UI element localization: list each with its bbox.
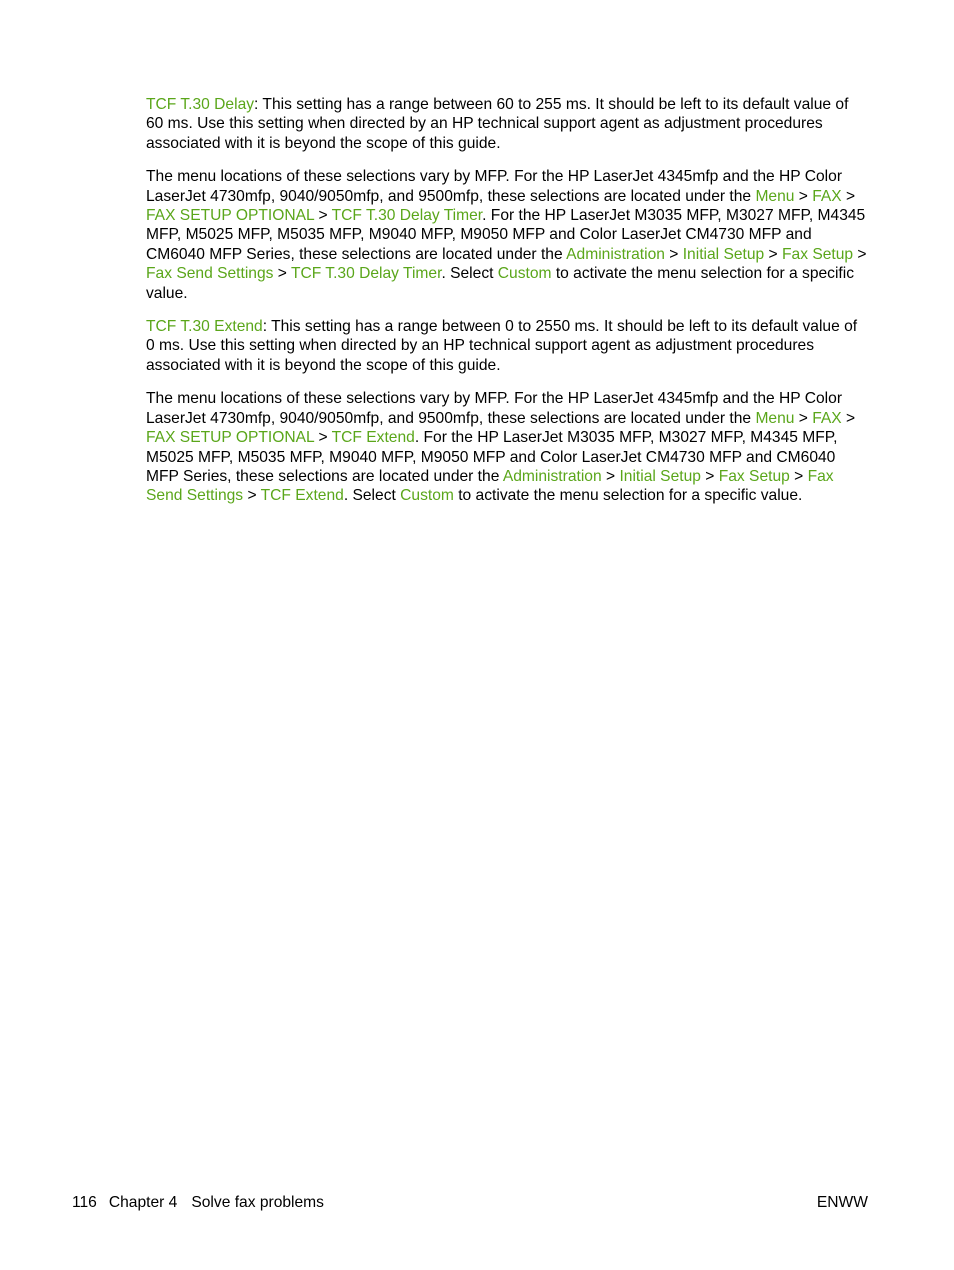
menu-path-link[interactable]: Custom xyxy=(400,487,454,505)
body-text: . For the HP LaserJet M3035 MFP, M3027 MFP, M4345 MFP, M5025 MFP, M5035 MFP, M9040 MFP, M9050 MFP and Color LaserJet CM4730 MFP and CM6040 MFP Series, these selections are located under the xyxy=(146,429,838,485)
menu-path-link[interactable]: Initial Setup xyxy=(682,245,765,263)
body-text: > xyxy=(314,207,332,225)
menu-path-link[interactable]: Fax Setup xyxy=(782,245,854,263)
menu-path-link[interactable]: TCF Extend xyxy=(260,487,344,505)
menu-path-link[interactable]: Fax Setup xyxy=(718,467,790,485)
body-text: . Select xyxy=(343,487,401,505)
paragraph xyxy=(146,317,870,375)
body-text: > xyxy=(243,487,261,505)
menu-path-link[interactable]: Custom xyxy=(497,265,552,283)
body-text: > xyxy=(841,187,856,205)
body-text: > xyxy=(853,245,867,263)
page-body xyxy=(146,95,870,520)
page-number: 116 xyxy=(72,1194,97,1211)
body-text: > xyxy=(794,409,813,427)
body-text: The menu locations of these selections vary by MFP. For the HP LaserJet 4345mfp and the HP Color LaserJet 4730mfp, 9040/9050mfp, and 9500mfp, these selections are located under the xyxy=(146,168,843,205)
body-text: The menu locations of these selections vary by MFP. For the HP LaserJet 4345mfp and the HP Color LaserJet 4730mfp, 9040/9050mfp, and 9500mfp, these selections are located under the xyxy=(146,390,843,427)
menu-path-link[interactable]: FAX SETUP OPTIONAL xyxy=(146,429,315,447)
chapter-title: Solve fax problems xyxy=(191,1194,324,1211)
body-text: > xyxy=(764,245,782,263)
body-text: to activate the menu selection for a specific value. xyxy=(146,265,855,302)
footer-right: ENWW xyxy=(816,1194,868,1211)
body-text: . For the HP LaserJet M3035 MFP, M3027 MFP, M4345 MFP, M5025 MFP, M5035 MFP, M9040 MFP, M9050 MFP and Color LaserJet CM4730 MFP and CM6040 MFP Series, these selections are located under the xyxy=(146,207,866,263)
menu-path-link[interactable]: FAX SETUP OPTIONAL xyxy=(146,207,315,225)
body-text: > xyxy=(601,467,620,485)
menu-path-link[interactable]: TCF T.30 Delay xyxy=(146,96,255,113)
body-text: > xyxy=(841,409,856,427)
menu-path-link[interactable]: TCF Extend xyxy=(331,429,415,447)
body-text: > xyxy=(664,245,683,263)
menu-path-link[interactable]: Menu xyxy=(755,409,795,427)
body-text: > xyxy=(314,429,332,447)
paragraph xyxy=(146,389,870,505)
menu-path-link[interactable]: Administration xyxy=(502,467,602,485)
menu-path-link[interactable]: FAX xyxy=(812,187,842,205)
menu-path-link[interactable]: Initial Setup xyxy=(619,467,701,485)
body-text: to activate the menu selection for a specific value. xyxy=(453,487,803,505)
paragraph xyxy=(146,95,870,153)
menu-path-link[interactable]: Administration xyxy=(566,245,665,263)
body-text: > xyxy=(789,467,808,485)
menu-path-link[interactable]: Fax Send Settings xyxy=(146,467,834,505)
paragraph xyxy=(146,167,870,303)
menu-path-link[interactable]: TCF T.30 Delay Timer xyxy=(331,207,483,225)
menu-path-link[interactable]: Fax Send Settings xyxy=(146,265,274,283)
body-text: > xyxy=(794,187,813,205)
body-text: > xyxy=(273,265,291,283)
menu-path-link[interactable]: FAX xyxy=(812,409,842,427)
footer-left xyxy=(72,1193,324,1212)
menu-path-link[interactable]: TCF T.30 Extend xyxy=(146,318,263,336)
menu-path-link[interactable]: Menu xyxy=(755,187,795,205)
body-text: : This setting has a range between 0 to 2550 ms. It should be left to its default value of 0 ms. Use this setting when directed by an HP technical support agent as adjustment procedures associated with it is beyond the scope of this guide. xyxy=(146,318,858,374)
menu-path-link[interactable]: TCF T.30 Delay Timer xyxy=(290,265,442,283)
body-text: > xyxy=(700,467,719,485)
body-text: : This setting has a range between 60 to 255 ms. It should be left to its default value of 60 ms. Use this setting when directed by an HP technical support agent as adjustment procedures associated with it is beyond the scope of this guide. xyxy=(146,96,849,152)
body-text: . Select xyxy=(441,265,498,283)
chapter-label: Chapter 4 xyxy=(108,1194,178,1211)
